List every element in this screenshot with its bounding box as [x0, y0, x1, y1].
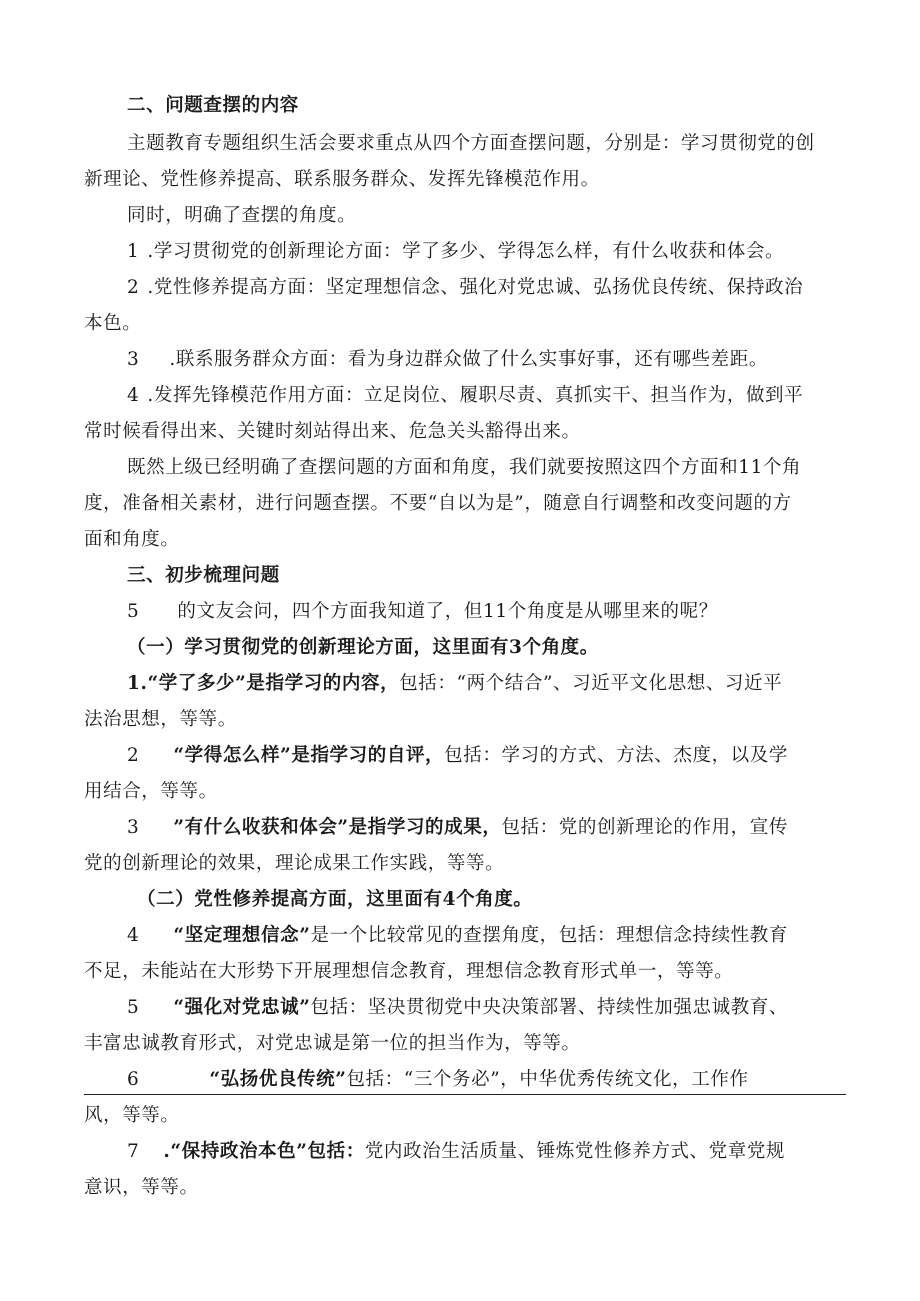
paragraph-line: 法治思想，等等。: [84, 709, 237, 730]
list-item: [127, 1140, 785, 1164]
item-number: 5: [127, 997, 140, 1018]
item-text: 包括：党的创新理论的作用，宣传: [501, 817, 788, 838]
item-number: 2: [127, 745, 140, 766]
item-text: 包括：“两个结合”、习近平文化思想、习近平: [399, 673, 783, 694]
item-number: 2: [127, 277, 140, 298]
list-item: [127, 816, 788, 840]
item-text: 是一个比较常见的查摆角度，包括：理想信念持续性教育: [310, 925, 788, 946]
underline-rule: [84, 1094, 846, 1095]
item-lead: ”有什么收获和体会”是指学习的成果，: [173, 817, 502, 838]
item-number: 3: [127, 349, 140, 370]
item-number: 4: [127, 925, 140, 946]
paragraph-line: 常时候看得出来、关键时刻站得出来、危急关头豁得出来。: [84, 421, 581, 442]
section-2-heading: 二、问题查摆的内容: [127, 95, 299, 116]
item-number: 7: [127, 1141, 140, 1162]
item-lead: .“保持政治本色”包括：: [163, 1141, 365, 1162]
list-item: [127, 672, 782, 696]
paragraph-line: 本色。: [84, 313, 142, 334]
list-item: [127, 276, 803, 300]
item-text: 包括：学习的方式、方法、杰度，以及学: [444, 745, 788, 766]
item-text: .学习贯彻党的创新理论方面：学了多少、学得怎么样，有什么收获和体会。: [147, 241, 785, 262]
paragraph-line: 主题教育专题组织生活会要求重点从四个方面查摆问题，分别是：学习贯彻党的创: [127, 133, 815, 154]
paragraph-line: 同时，明确了查摆的角度。: [127, 205, 357, 226]
item-number: 6: [127, 1069, 140, 1090]
paragraph-line: 面和角度。: [84, 529, 180, 550]
item-lead: “坚定理想信念”: [173, 925, 311, 946]
subsection-heading-2: （二）党性修养提高方面，这里面有4个角度。: [137, 889, 533, 910]
paragraph-line: 度，准备相关素材，进行问题查摆。不要“自以为是”，随意自行调整和改变问题的方: [84, 493, 792, 514]
item-text: 的文友会问，四个方面我知道了，但11个角度是从哪里来的呢？: [177, 601, 718, 622]
item-number: 3: [127, 817, 140, 838]
paragraph-line: 用结合，等等。: [84, 781, 218, 802]
item-number: 5: [127, 601, 140, 622]
paragraph-line: 风，等等。: [84, 1105, 180, 1126]
list-item: [127, 996, 788, 1020]
paragraph-line: 既然上级已经明确了查摆问题的方面和角度，我们就要按照这四个方面和11个角: [127, 457, 802, 478]
item-text: .发挥先锋模范作用方面：立足岗位、履职尽责、真抓实干、担当作为，做到平: [147, 385, 804, 406]
list-item: [127, 744, 788, 768]
list-item: [127, 240, 784, 264]
list-item: [127, 348, 768, 372]
list-item: [127, 1068, 749, 1092]
paragraph-line: [127, 600, 718, 624]
item-lead: “弘扬优良传统”: [209, 1069, 347, 1090]
paragraph-line: 不足，未能站在大形势下开展理想信念教育，理想信念教育形式单一，等等。: [84, 961, 734, 982]
item-text: 包括：“三个务必”，中华优秀传统文化，工作作: [346, 1069, 749, 1090]
paragraph-line: 意识，等等。: [84, 1177, 199, 1198]
item-number: 4: [127, 385, 140, 406]
paragraph-line: 丰富忠诚教育形式，对党忠诚是第一位的担当作为，等等。: [84, 1033, 581, 1054]
item-lead: “学得怎么样”是指学习的自评，: [173, 745, 445, 766]
section-3-heading: 三、初步梳理问题: [127, 565, 280, 586]
item-number: 1: [127, 241, 140, 262]
item-text: 包括：坚决贯彻党中央决策部署、持续性加强忠诚教育、: [310, 997, 788, 1018]
list-item: [127, 924, 788, 948]
item-lead: “强化对党忠诚”: [173, 997, 311, 1018]
subsection-heading-1: （一）学习贯彻党的创新理论方面，这里面有3个角度。: [127, 637, 599, 658]
item-lead: 1.“学了多少”是指学习的内容，: [127, 673, 400, 694]
list-item: [127, 384, 803, 408]
paragraph-line: 新理论、党性修养提高、联系服务群众、发挥先锋模范作用。: [84, 169, 600, 190]
item-text: .党性修养提高方面：坚定理想信念、强化对党忠诚、弘扬优良传统、保持政治: [147, 277, 804, 298]
paragraph-line: 党的创新理论的效果，理论成果工作实践，等等。: [84, 853, 505, 874]
item-text: .联系服务群众方面：看为身边群众做了什么实事好事，还有哪些差距。: [169, 349, 768, 370]
item-text: 党内政治生活质量、锤炼党性修养方式、党章党规: [364, 1141, 786, 1162]
